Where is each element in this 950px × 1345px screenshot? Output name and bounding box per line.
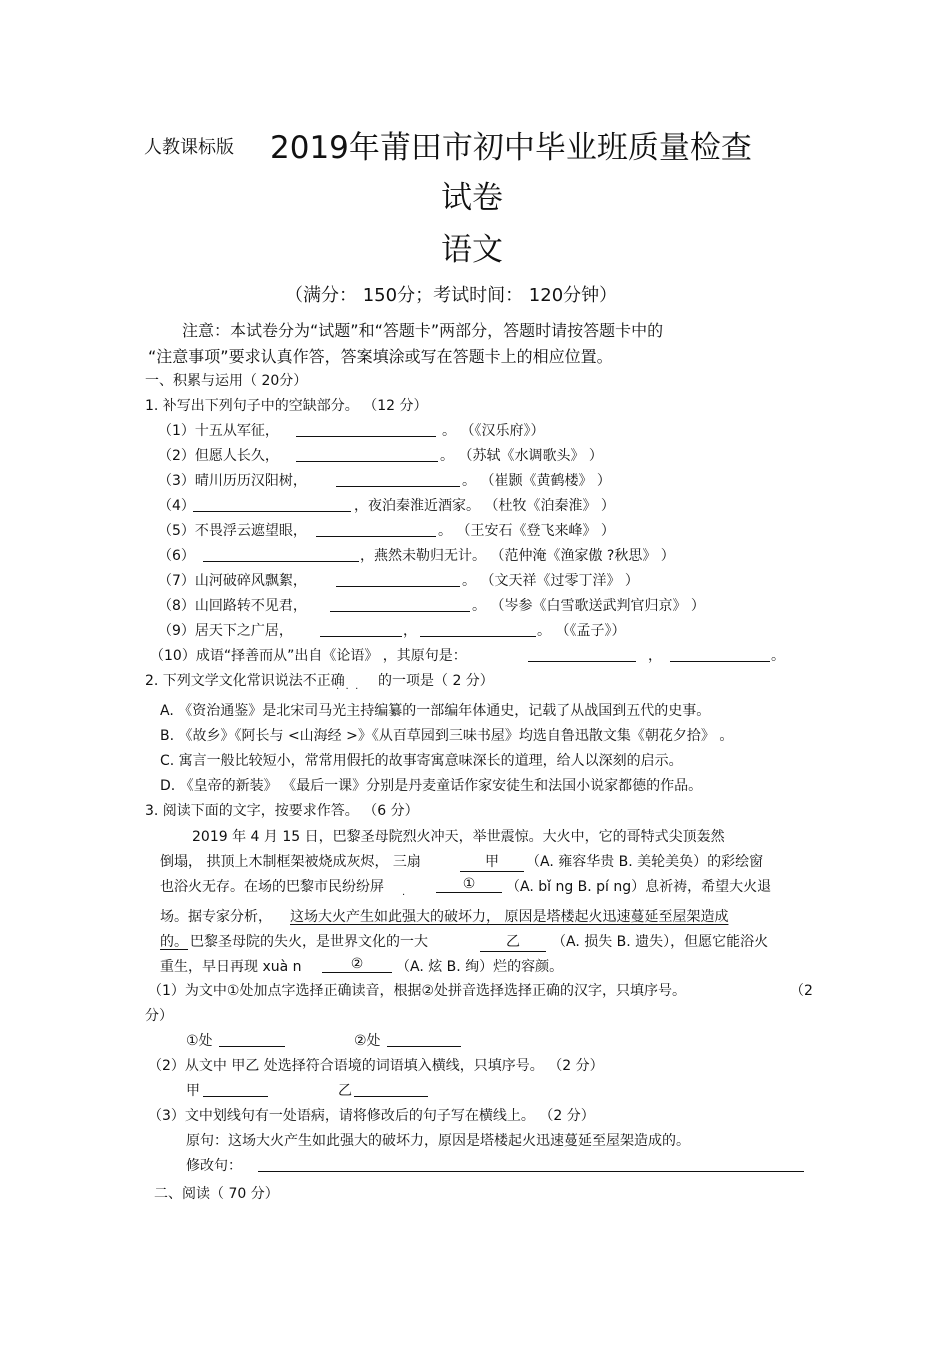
emphasis-dots: · · · (336, 684, 359, 695)
q1-item-9-prefix: （9）居天下之广居， (158, 623, 293, 639)
q1-item-3-source: 。 （崔颢《黄鹤楼》 ） (462, 473, 611, 489)
exam-title: 2019年莆田市初中毕业班质量检查 (270, 130, 752, 166)
q1-item-9-blank-b[interactable] (420, 620, 536, 637)
q2-option-d: D. 《皇帝的新装》 《最后一课》分别是丹麦童话作家安徒生和法国小说家都德的作品。 (160, 778, 703, 794)
q1-item-1-source: 。 （《汉乐府》） (442, 423, 545, 439)
q1-item-3-prefix: （3）晴川历历汉阳树， (158, 473, 307, 489)
q2-option-b: B. 《故乡》《阿长与 <山海经 >》《从百草园到三味书屋》均选自鲁迅散文集《朝花夕拾》 。 (160, 728, 734, 744)
q1-item-10-prefix: （10）成语“择善而从”出自《论语》 ，其原句是： (150, 648, 467, 664)
exam-title-line2: 试卷 (441, 180, 503, 216)
q3-passage-line-3-tail: （A. bǐ ng B. pí ng）息祈祷，希望大火退 (506, 879, 772, 895)
q1-item-4-source: ，夜泊秦淮近酒家。 （杜牧《泊秦淮》 ） (354, 498, 615, 514)
q3-passage-line-6: 重生，早日再现 xuà n (160, 959, 302, 975)
blank-1[interactable]: ① (436, 876, 502, 893)
q3-stem: 3. 阅读下面的文字，按要求作答。 （6 分） (145, 803, 419, 819)
q1-item-10-comma: ， (648, 648, 662, 664)
q2-stem-tail: 的一项是（ 2 分） (378, 673, 494, 689)
q1-item-1-blank[interactable] (296, 420, 436, 437)
q1-item-9-comma: ， (403, 623, 417, 639)
answer-2-blank[interactable] (387, 1031, 461, 1047)
q1-item-2-source: 。 （苏轼《水调歌头》 ） (440, 448, 603, 464)
answer-yi-blank[interactable] (354, 1081, 428, 1097)
revised-sentence-label: 修改句： (186, 1158, 242, 1174)
subject-title: 语文 (441, 232, 503, 268)
q1-item-1-prefix: （1）十五从军征， (158, 423, 279, 439)
original-sentence: 原句：这场大火产生如此强大的破坏力，原因是塔楼起火迅速蔓延至屋架造成的。 (186, 1133, 690, 1149)
q3-passage-line-5: 巴黎圣母院的失火，是世界文化的一大 (190, 934, 428, 950)
notice-line-1: 注意：本试卷分为“试题”和“答题卡”两部分，答题时请按答题卡中的 (182, 321, 664, 340)
q3-passage-line-4: 场。据专家分析， (160, 909, 272, 925)
answer-1-blank[interactable] (219, 1031, 285, 1047)
q2-stem: 2. 下列文学文化常识说法不正确 (145, 673, 345, 689)
q3-passage-line-3: 也浴火无存。在场的巴黎市民纷纷屏 (160, 879, 384, 895)
q1-item-6-source: ，燕然未勒归无计。 （范仲淹《渔家傲 ?秋思》 ） (360, 548, 675, 564)
answer-jia-label: 甲 (186, 1083, 200, 1099)
q1-item-7-source: 。 （文天祥《过零丁洋》 ） (462, 573, 639, 589)
q1-item-7-prefix: （7）山河破碎风飘絮， (158, 573, 307, 589)
q1-item-6-blank[interactable] (203, 545, 359, 562)
q1-item-5-source: 。 （王安石《登飞来峰》 ） (438, 523, 615, 539)
q1-item-8-blank[interactable] (330, 595, 470, 612)
q3-sub-1-score-tail: 分） (145, 1008, 173, 1024)
blank-jia[interactable]: 甲 (460, 851, 524, 872)
answer-1-label: ①处 (186, 1033, 213, 1049)
section-2-title: 二、阅读（ 70 分） (154, 1186, 279, 1202)
q1-item-4-blank[interactable] (193, 495, 351, 512)
q3-sub-3: （3）文中划线句有一处语病，请将修改后的句子写在横线上。 （2 分） (148, 1108, 595, 1124)
q3-passage-line-1: 2019 年 4 月 15 日，巴黎圣母院烈火冲天，举世震惊。大火中，它的哥特式尖顶轰然 (192, 829, 725, 845)
q1-item-7-blank[interactable] (336, 570, 460, 587)
q2-option-a: A. 《资治通鉴》是北宋司马光主持编纂的一部编年体通史，记载了从战国到五代的史事。 (160, 703, 711, 719)
q1-item-2-blank[interactable] (296, 445, 438, 462)
q3-passage-line-2-tail: （A. 雍容华贵 B. 美轮美奂）的彩绘窗 (526, 854, 764, 870)
q1-item-9-source: 。 （《孟子》） (537, 623, 626, 639)
emphasis-dot: · (402, 890, 406, 901)
q1-item-2-prefix: （2）但愿人长久， (158, 448, 279, 464)
answer-yi-label: 乙 (338, 1083, 352, 1099)
q3-sub-1-score: （2 (790, 983, 813, 999)
q1-item-10-end: 。 (771, 648, 785, 664)
q1-item-8-prefix: （8）山回路转不见君， (158, 598, 307, 614)
q3-sub-1: （1）为文中①处加点字选择正确读音，根据②处拼音选择选择正确的汉字，只填序号。 (148, 983, 687, 999)
q1-item-5-prefix: （5）不畏浮云遮望眼， (158, 523, 307, 539)
q1-item-10-blank-b[interactable] (670, 645, 770, 662)
q1-item-4-prefix: （4） (158, 498, 195, 514)
answer-jia-blank[interactable] (203, 1081, 268, 1097)
q1-item-6-prefix: （6） (158, 548, 195, 564)
q1-stem: 1. 补写出下列句子中的空缺部分。 （12 分） (145, 398, 428, 414)
blank-yi[interactable]: 乙 (480, 931, 546, 952)
q1-item-3-blank[interactable] (336, 470, 460, 487)
q1-item-9-blank-a[interactable] (320, 620, 402, 637)
notice-line-2: “注意事项”要求认真作答，答案填涂或写在答题卡上的相应位置。 (148, 347, 613, 366)
q3-passage-line-2: 倒塌， 拱顶上木制框架被烧成灰烬， 三扇 (160, 854, 421, 870)
q2-option-c: C. 寓言一般比较短小，常常用假托的故事寄寓意味深长的道理，给人以深刻的启示。 (160, 753, 683, 769)
revised-sentence-blank[interactable] (258, 1156, 804, 1172)
q3-sub-2: （2）从文中 甲乙 处选择符合语境的词语填入横线，只填序号。 （2 分） (148, 1058, 604, 1074)
edition-label: 人教课标版 (144, 137, 234, 158)
q3-passage-line-5-tail: （A. 损失 B. 遗失），但愿它能浴火 (552, 934, 769, 950)
q3-passage-line-6-tail: （A. 炫 B. 绚）烂的容颜。 (396, 959, 564, 975)
q1-item-8-source: 。 （岑参《白雪歌送武判官归京》 ） (472, 598, 705, 614)
section-1-title: 一、积累与运用（ 20分） (145, 373, 308, 389)
score-time: （满分： 150分；考试时间： 120分钟） (285, 285, 618, 306)
q1-item-5-blank[interactable] (316, 520, 436, 537)
underlined-sentence: 这场大火产生如此强大的破坏力， 原因是塔楼起火迅速蔓延至屋架造成 (290, 909, 729, 925)
q1-item-10-blank-a[interactable] (528, 645, 636, 662)
underlined-sentence-end: 的。 (160, 934, 188, 950)
blank-2[interactable]: ② (322, 956, 392, 973)
answer-2-label: ②处 (354, 1033, 381, 1049)
